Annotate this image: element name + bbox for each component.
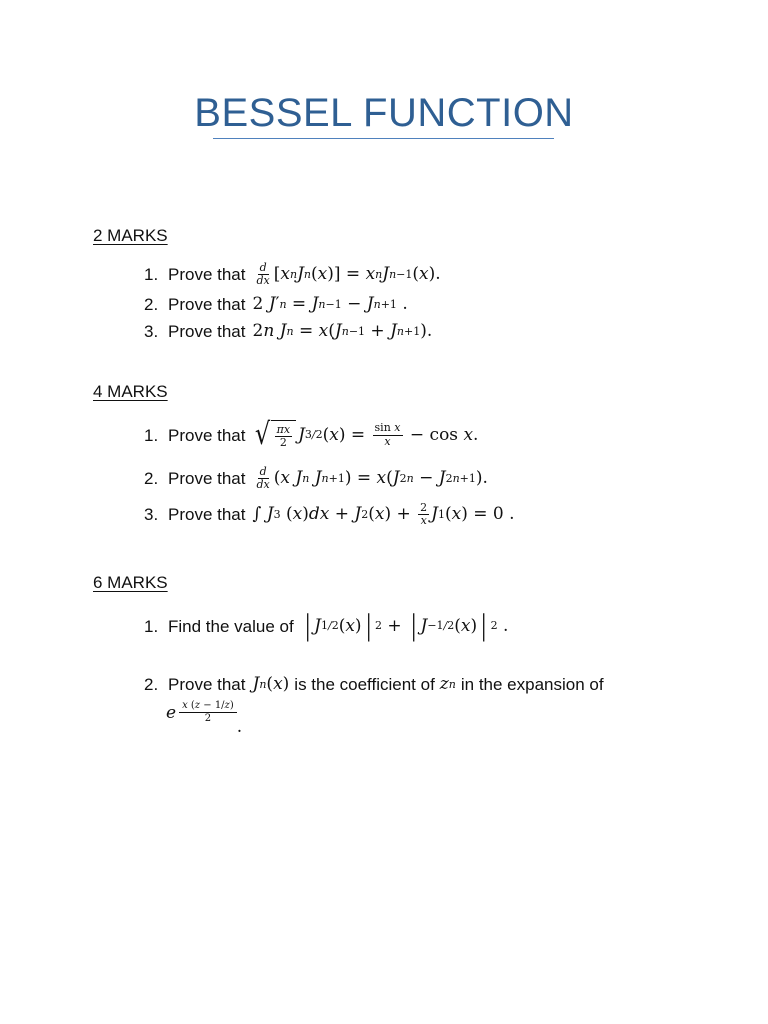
question-6m-2 [144,676,609,693]
section-heading-6-marks: 6 MARKS [93,573,168,592]
equation: √ $\frac{\pi x}{2}$ J 3/2 ( x ) = $\frac{\text{sin x}}{x}$ − cos x . [254,417,479,452]
equation-continuation: e $\frac{x (z - 1/z)}{2}$ . [166,700,243,737]
question-6m-1 [144,609,509,642]
equation: $\frac{d}{dx}$ ( x J n J n+1 ) = x ( J 2 n − J 2 n+1 ). [256,465,488,492]
question-label: Prove that [168,322,246,341]
question-number: 2. [144,469,159,489]
question-number: 1. [144,425,159,445]
question-label: Find the value of [168,616,294,636]
equation: 2 J ′ n = J n−1 − J n+1 . [252,294,408,314]
question-number: 3. [144,322,159,341]
section-heading-4-marks: 4 MARKS [93,382,168,401]
question-2m-3 [144,323,432,340]
question-label: Prove that [168,469,246,489]
question-text: is the coefficient of [294,675,435,694]
question-label: Prove that [168,265,246,285]
equation: z n [439,674,456,694]
question-text: in the expansion of [460,675,604,694]
page-title: BESSEL FUNCTION [194,91,574,135]
question-number: 2. [144,295,159,314]
question-label: Prove that [168,675,246,694]
question-2m-2 [144,296,408,313]
question-4m-2 [144,466,488,491]
equation: 2 n J n = x ( J n−1 + J n+1 ). [252,321,433,341]
question-label: Prove that [168,425,246,445]
equation: | J 1/2 ( x ) | 2 + | J −1/2 ( x ) | 2 . [304,609,509,642]
question-4m-3 [144,502,515,527]
equation: $\frac{d}{dx}$ [ x n J n ( x )] = x n J n−1 ( x ). [256,261,441,288]
equation: J n ( x ) [252,674,290,694]
question-number: 2. [144,675,159,694]
equation: ∫ J 3 ( x ) dx + J 2 ( x ) + $\frac{2}{x}$ J 1 ( x ) = 0 . [252,501,515,528]
question-number: 3. [144,505,159,525]
section-heading-2-marks: 2 MARKS [93,226,168,245]
title-underline [213,138,554,139]
question-label: Prove that [168,295,246,314]
question-2m-1 [144,262,441,287]
question-number: 1. [144,616,159,636]
question-number: 1. [144,265,159,285]
question-4m-1 [144,417,479,452]
question-label: Prove that [168,505,246,525]
